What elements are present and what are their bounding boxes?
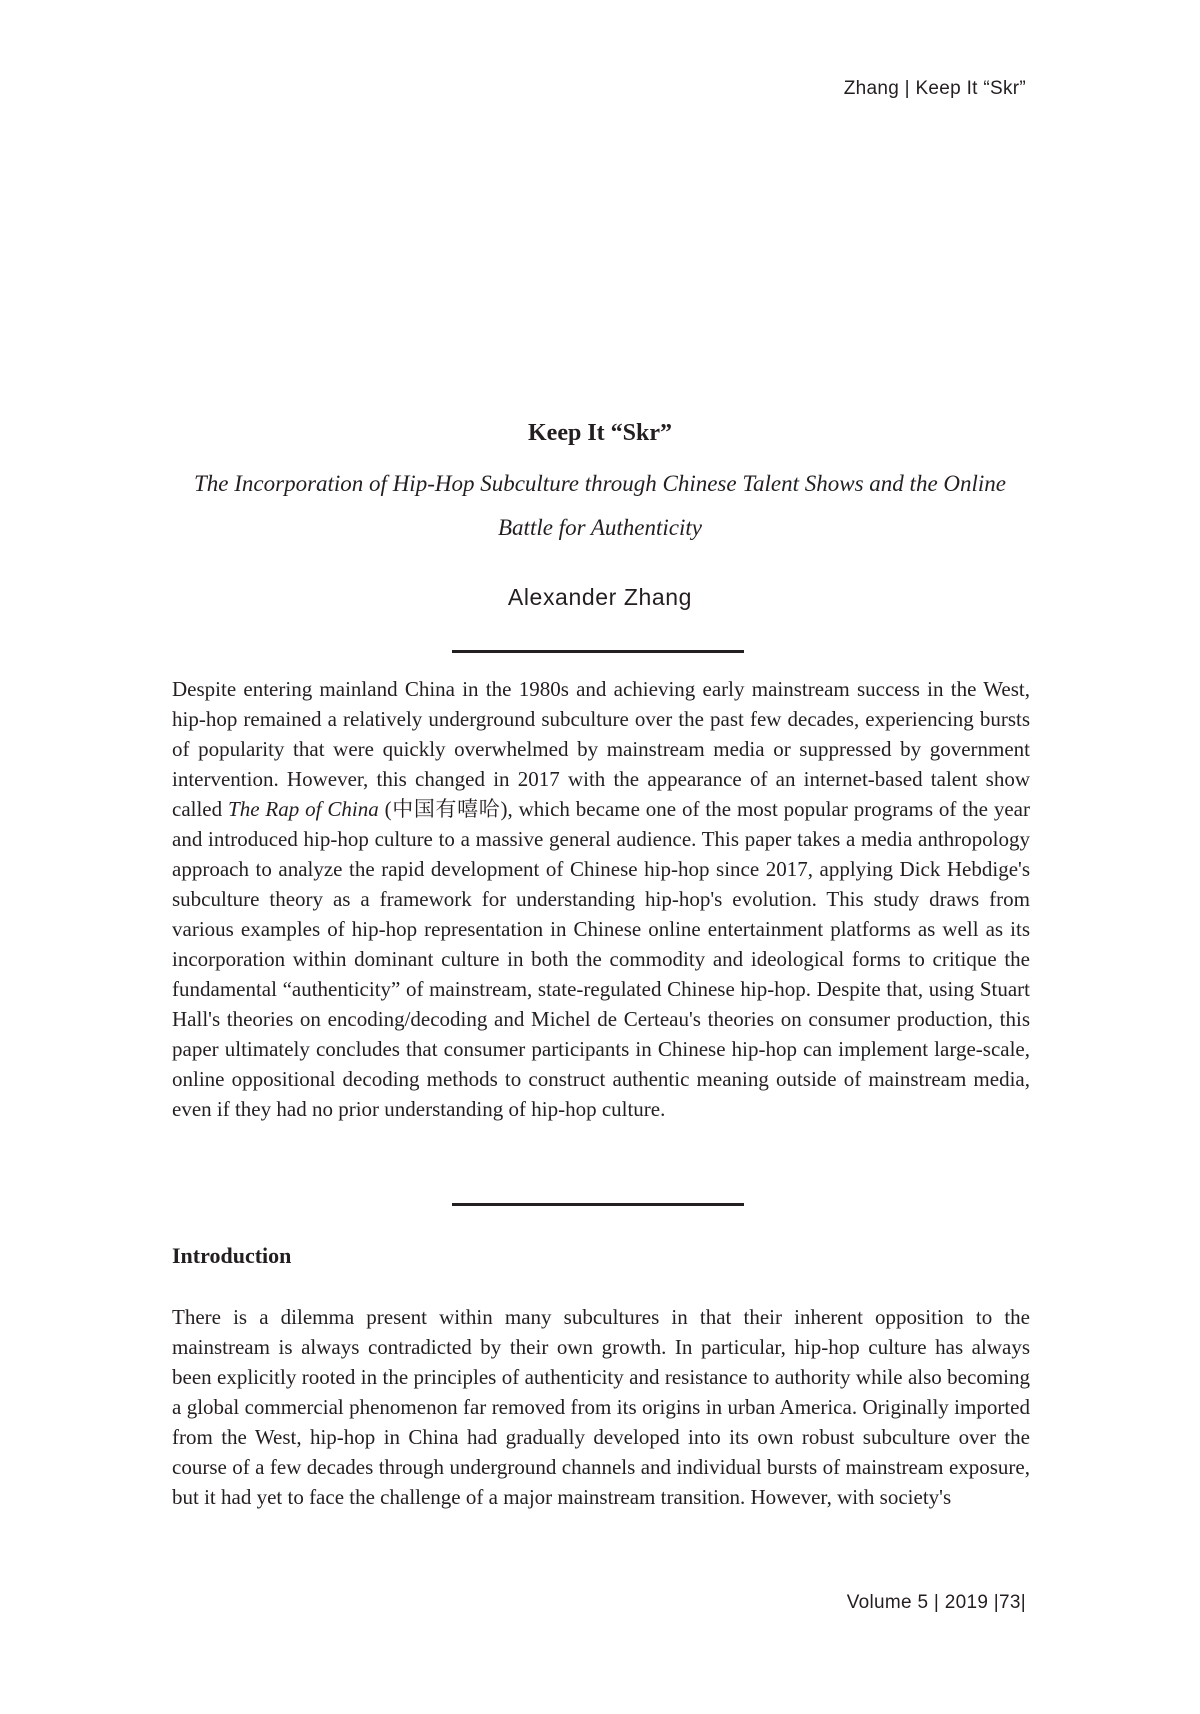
abstract-top-divider (452, 650, 744, 653)
article-title: Keep It “Skr” (528, 420, 672, 446)
author-name: Alexander Zhang (507, 584, 693, 610)
abstract-text-part1: Despite entering mainland China in the 1980s and achieving early mainstream success in the West, hip-hop remained a relatively underground subculture over the past few decades, experiencing bursts of popularity that were quickly overwhelmed by mainstream media or suppressed by government intervention. However, this changed in 2017 with the appearance of an internet-based talent show called (172, 677, 1030, 821)
title-block (0, 418, 1200, 550)
running-head: Zhang | Keep It “Skr” (843, 78, 1026, 99)
abstract-show-title: The Rap of China (228, 797, 379, 821)
introduction-paragraph: There is a dilemma present within many subcultures in that their inherent opposition to the mainstream is always contradicted by their own growth. In particular, hip-hop culture has always been explicitly rooted in the principles of authenticity and resistance to authority while also becoming a global commercial phenomenon far removed from its origins in urban America. Originally imported from the West, hip-hop in China had gradually developed into its own robust subculture over the course of a few decades through underground channels and individual bursts of mainstream exposure, but it had yet to face the challenge of a major mainstream transition. However, with society's (172, 1305, 1030, 1509)
abstract-paragraph (172, 674, 1030, 1124)
abstract-bottom-divider (452, 1203, 744, 1206)
article-subtitle: The Incorporation of Hip-Hop Subculture through Chinese Talent Shows and the Online Battle for Authenticity (194, 471, 1006, 540)
section-heading-introduction: Introduction (172, 1243, 292, 1268)
page-footer: Volume 5 | 2019 |73| (846, 1592, 1026, 1613)
abstract-text-part2: (中国有嘻哈), which became one of the most popular programs of the year and introduced hip-hop culture to a massive general audience. This paper takes a media anthropology approach to analyze the rapid development of Chinese hip-hop since 2017, applying Dick Hebdige's subculture theory as a framework for understanding hip-hop's evolution. This study draws from various examples of hip-hop representation in Chinese online entertainment platforms as well as its incorporation within dominant culture in both the commodity and ideological forms to critique the fundamental “authenticity” of mainstream, state-regulated Chinese hip-hop. Despite that, using Stuart Hall's theories on encoding/decoding and Michel de Certeau's theories on consumer production, this paper ultimately concludes that consumer participants in Chinese hip-hop can implement large-scale, online oppositional decoding methods to construct authentic meaning outside of mainstream media, even if they had no prior understanding of hip-hop culture. (172, 797, 1030, 1121)
